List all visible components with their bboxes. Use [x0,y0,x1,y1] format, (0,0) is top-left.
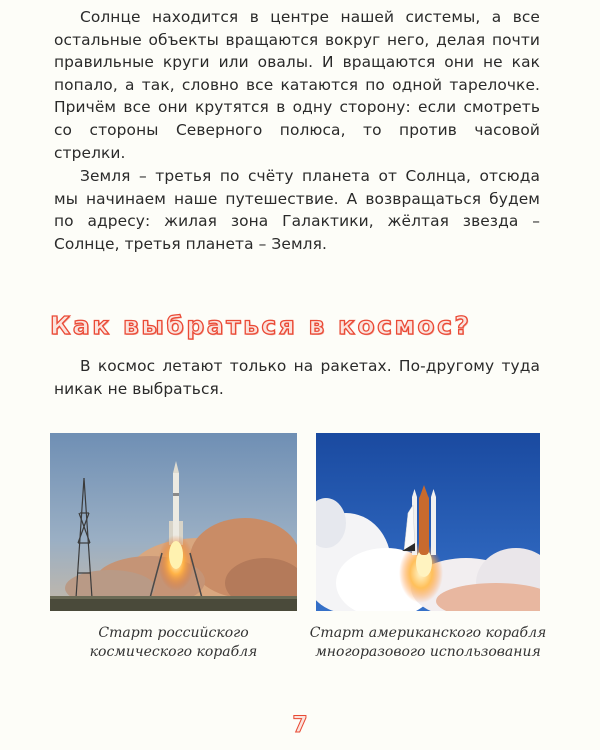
shuttle-launch-photo [316,433,540,611]
soyuz-launch-photo [50,433,297,611]
section-heading: Как выбраться в космос? [50,311,472,340]
caption-russian-launch: Старт российского космического корабля [89,625,258,660]
caption-american-launch: Старт американского корабля многоразового использования [309,625,547,660]
paragraph-earth: Земля – третья по счёту планета от Солнца, отсюда мы начинаем наше путешествие. А возвращаться будем по адресу: жилая зона Галактики, жёлтая звезда – Солнце, третья планета – Земля. [54,167,540,253]
paragraph-rockets: В космос летают только на ракетах. По-другому туда никак не выбраться. [54,357,540,398]
page-number: 7 [292,713,308,738]
paragraph-solar-system: Солнце находится в центре нашей системы, а все остальные объекты вращаются вокруг него, делая почти правильные круги или овалы. И вращаются они не как попало, а так, словно все катаются по одной тарелочке. Причём все они крутятся в одну сторону: если смотреть со стороны Северного полюса, то против часовой стрелки. [54,8,540,162]
